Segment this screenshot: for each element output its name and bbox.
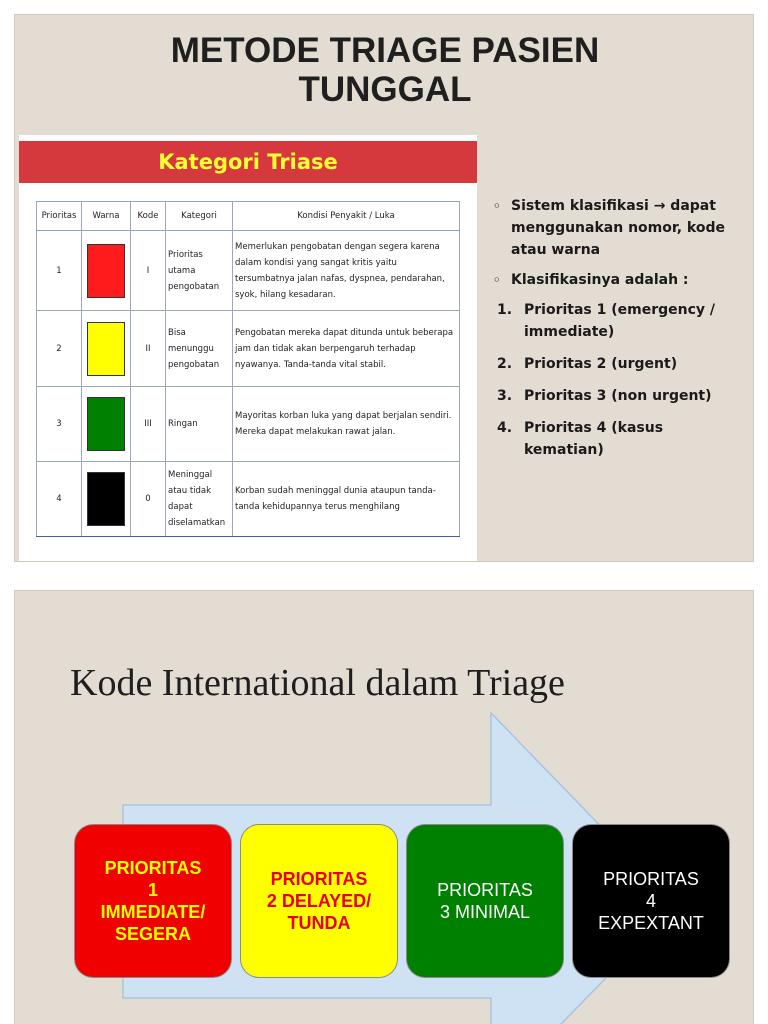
bullet-marker-icon: ◦ xyxy=(493,273,501,287)
numbered-index: 3. xyxy=(497,388,513,404)
slide-title xyxy=(15,31,754,109)
kode-cell: II xyxy=(131,311,166,387)
color-swatch-black xyxy=(87,472,125,526)
table-row xyxy=(37,231,460,311)
triage-table-panel xyxy=(19,135,477,562)
numbered-text: Prioritas 3 (non urgent) xyxy=(524,388,712,404)
priority-box-label: PRIORITAS 3 MINIMAL xyxy=(437,880,533,922)
slide-title: Kode International dalam Triage xyxy=(70,662,565,704)
warna-cell xyxy=(82,311,131,387)
prioritas-cell: 2 xyxy=(37,311,82,387)
kode-cell: 0 xyxy=(131,462,166,537)
warna-cell xyxy=(82,387,131,462)
numbered-text: Prioritas 1 (emergency / immediate) xyxy=(524,302,716,340)
table-heading-banner xyxy=(19,141,477,183)
priority-box-1 xyxy=(75,825,231,977)
bullet-list xyxy=(493,195,743,471)
prioritas-cell: 4 xyxy=(37,462,82,537)
table-header-row xyxy=(37,202,460,231)
numbered-item xyxy=(493,385,743,407)
priority-box-2 xyxy=(241,825,397,977)
kondisi-cell: Pengobatan mereka dapat ditunda untuk beberapa jam dan tidak akan berpengaruh terhadap nyawanya. Tanda-tanda vital stabil. xyxy=(233,311,460,387)
priority-box-label: PRIORITAS 1 IMMEDIATE/ SEGERA xyxy=(100,858,206,944)
kondisi-cell: Memerlukan pengobatan dengan segera karena dalam kondisi yang sangat kritis yaitu tersumbatnya jalan nafas, dyspnea, pendarahan, syok, hilang kesadaran. xyxy=(233,231,460,311)
column-header-kondisi: Kondisi Penyakit / Luka xyxy=(233,202,460,231)
prioritas-cell: 1 xyxy=(37,231,82,311)
column-header-kategori: Kategori xyxy=(166,202,233,231)
table-row xyxy=(37,311,460,387)
kondisi-cell: Korban sudah meninggal dunia ataupun tanda-tanda kehidupannya terus menghilang xyxy=(233,462,460,537)
numbered-text: Prioritas 2 (urgent) xyxy=(524,356,678,372)
warna-cell xyxy=(82,462,131,537)
numbered-item xyxy=(493,417,743,461)
numbered-index: 4. xyxy=(497,420,513,436)
warna-cell xyxy=(82,231,131,311)
kategori-cell: Meninggal atau tidak dapat diselamatkan xyxy=(166,462,233,537)
numbered-item xyxy=(493,299,743,343)
kategori-cell: Prioritas utama pengobatan xyxy=(166,231,233,311)
bullet-item xyxy=(493,195,743,261)
priority-box-label: PRIORITAS 2 DELAYED/ TUNDA xyxy=(266,869,372,933)
table-heading: Kategori Triase xyxy=(158,150,338,174)
column-header-prioritas: Prioritas xyxy=(37,202,82,231)
table-row xyxy=(37,387,460,462)
slide-title-line2: TUNGGAL xyxy=(298,70,472,109)
kode-cell: I xyxy=(131,231,166,311)
numbered-index: 2. xyxy=(497,356,513,372)
kode-cell: III xyxy=(131,387,166,462)
kategori-cell: Bisa menunggu pengobatan xyxy=(166,311,233,387)
bullet-item xyxy=(493,269,743,291)
prioritas-cell: 3 xyxy=(37,387,82,462)
kategori-cell: Ringan xyxy=(166,387,233,462)
priority-box-4 xyxy=(573,825,729,977)
column-header-kode: Kode xyxy=(131,202,166,231)
slide-triage-method xyxy=(14,14,754,562)
kondisi-cell: Mayoritas korban luka yang dapat berjalan sendiri. Mereka dapat melakukan rawat jalan. xyxy=(233,387,460,462)
color-swatch-yellow xyxy=(87,322,125,376)
color-swatch-red xyxy=(87,244,125,298)
slide-title-line1: METODE TRIAGE PASIEN xyxy=(170,31,600,70)
priority-box-3 xyxy=(407,825,563,977)
numbered-item xyxy=(493,353,743,375)
color-swatch-green xyxy=(87,397,125,451)
bullet-marker-icon: ◦ xyxy=(493,199,501,213)
bullet-text: Sistem klasifikasi → dapat menggunakan nomor, kode atau warna xyxy=(511,198,725,258)
numbered-text: Prioritas 4 (kasus kematian) xyxy=(524,420,664,458)
bullet-text: Klasifikasinya adalah : xyxy=(511,272,689,288)
numbered-index: 1. xyxy=(497,302,513,318)
priority-box-label: PRIORITAS 4 EXPEXTANT xyxy=(598,869,704,933)
triage-category-table xyxy=(36,201,460,537)
table-row xyxy=(37,462,460,537)
slide-international-code xyxy=(14,590,754,1024)
column-header-warna: Warna xyxy=(82,202,131,231)
